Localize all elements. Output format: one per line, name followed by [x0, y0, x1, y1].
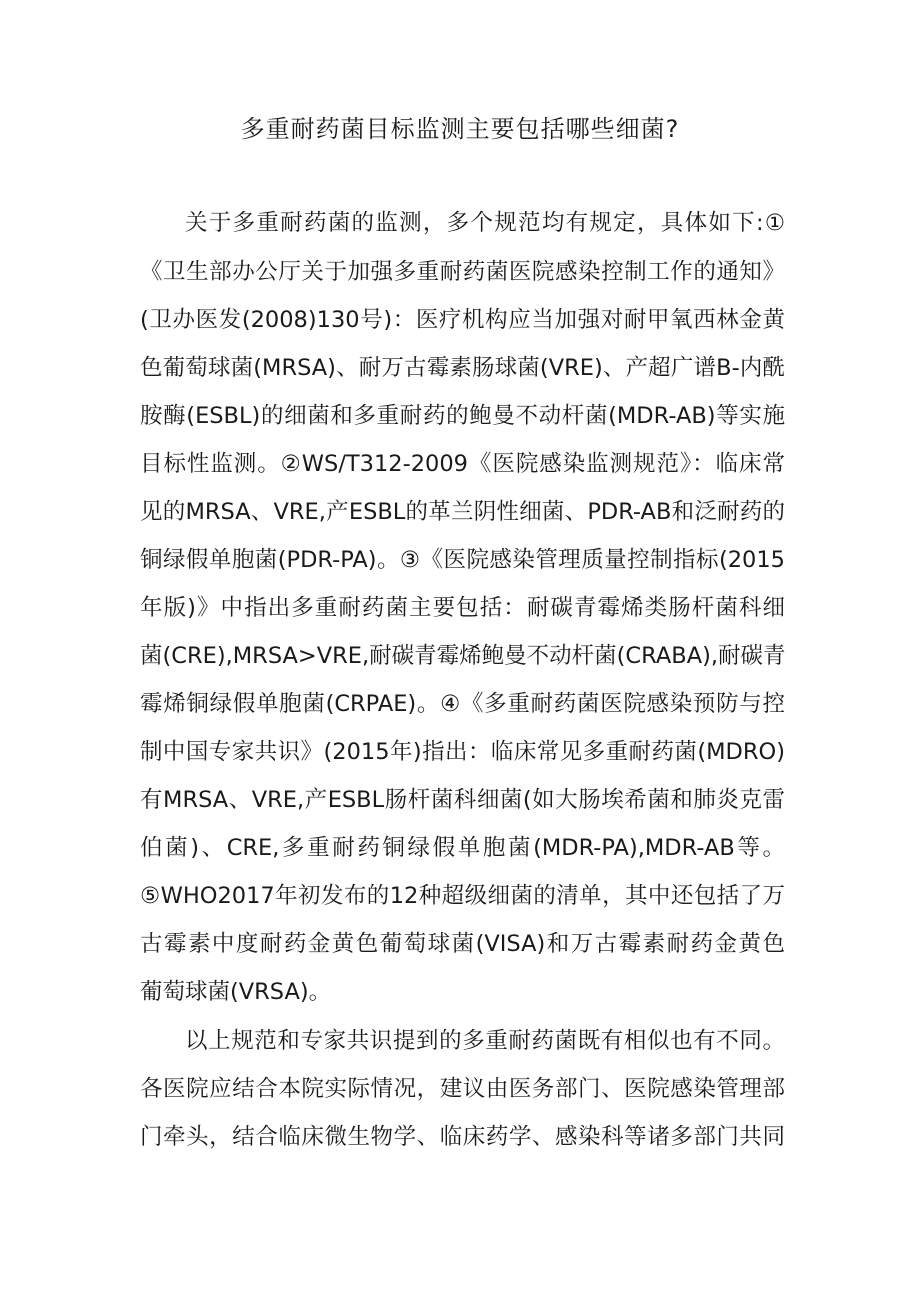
paragraph-line: 见的MRSA、VRE,产ESBL的革兰阴性细菌、PDR-AB和泛耐药的 [140, 499, 785, 525]
paragraph-line: 胺酶(ESBL)的细菌和多重耐药的鲍曼不动杆菌(MDR-AB)等实施 [140, 403, 785, 429]
paragraph-line: (卫办医发(2008)130号)：医疗机构应当加强对耐甲氧西林金黄 [140, 307, 785, 333]
paragraph-line: 葡萄球菌(VRSA)。 [140, 979, 332, 1005]
paragraph-line: 年版)》中指出多重耐药菌主要包括：耐碳青霉烯类肠杆菌科细 [140, 595, 785, 621]
paragraph-line: 《卫生部办公厅关于加强多重耐药菌医院感染控制工作的通知》 [140, 259, 785, 285]
paragraph-line: 各医院应结合本院实际情况，建议由医务部门、医院感染管理部 [140, 1076, 785, 1102]
paragraph-line: 菌(CRE),MRSA>VRE,耐碳青霉烯鲍曼不动杆菌(CRABA),耐碳青 [140, 643, 786, 669]
document-title: 多重耐药菌目标监测主要包括哪些细菌? [240, 115, 680, 143]
paragraph-line: 制中国专家共识》(2015年)指出：临床常见多重耐药菌(MDRO) [140, 739, 785, 765]
paragraph-line: 有MRSA、VRE,产ESBL肠杆菌科细菌(如大肠埃希菌和肺炎克雷 [140, 787, 785, 813]
paragraph-line: 以上规范和专家共识提到的多重耐药菌既有相似也有不同。 [185, 1028, 785, 1054]
paragraph-line: ⑤WHO2017年初发布的12种超级细菌的清单，其中还包括了万 [140, 883, 785, 909]
paragraph-line: 色葡萄球菌(MRSA)、耐万古霉素肠球菌(VRE)、产超广谱B-内酰 [140, 355, 785, 381]
paragraph-line: 目标性监测。②WS/T312-2009《医院感染监测规范》：临床常 [140, 451, 785, 477]
paragraph-line: 关于多重耐药菌的监测，多个规范均有规定，具体如下:① [185, 210, 785, 236]
paragraph-line: 古霉素中度耐药金黄色葡萄球菌(VISA)和万古霉素耐药金黄色 [140, 931, 785, 957]
paragraph-line: 铜绿假单胞菌(PDR-PA)。③《医院感染管理质量控制指标(2015 [140, 547, 785, 573]
paragraph-line: 门牵头，结合临床微生物学、临床药学、感染科等诸多部门共同 [140, 1124, 785, 1150]
paragraph-line: 伯菌)、CRE,多重耐药铜绿假单胞菌(MDR-PA),MDR-AB等。 [140, 835, 785, 861]
paragraph-line: 霉烯铜绿假单胞菌(CRPAE)。④《多重耐药菌医院感染预防与控 [140, 691, 785, 717]
